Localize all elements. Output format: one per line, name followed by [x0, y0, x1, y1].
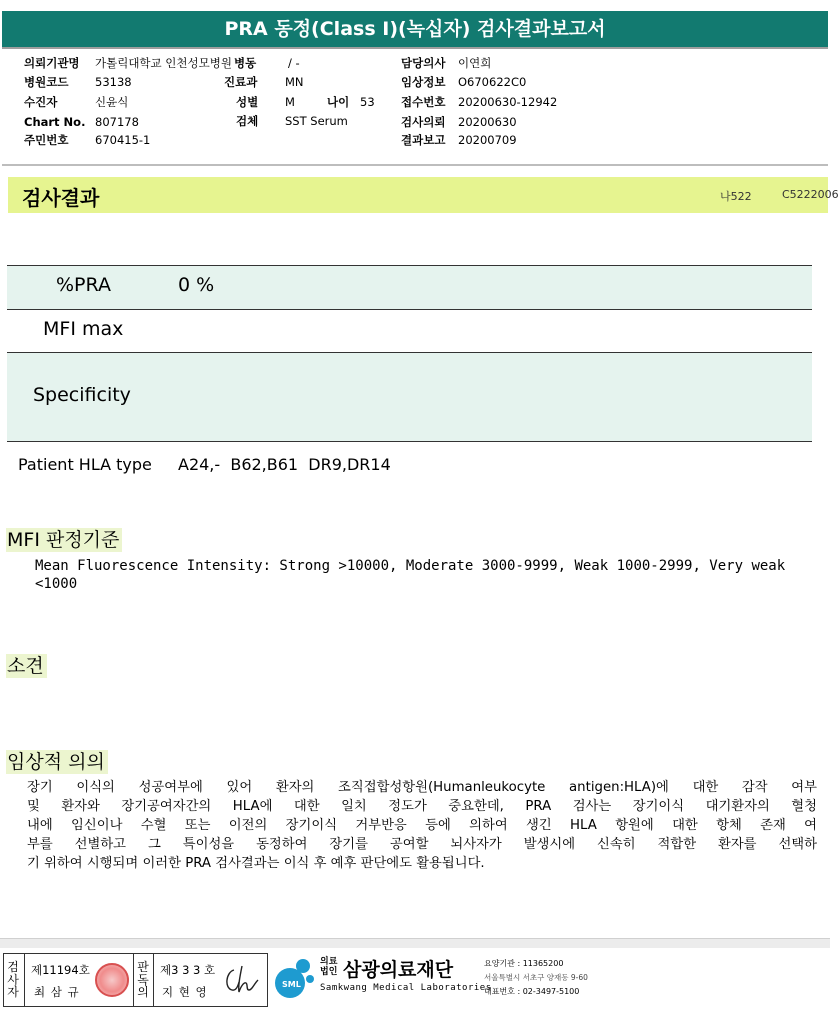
confirmer-license-no: 제3 3 3 호: [160, 963, 216, 977]
table-line: [7, 352, 812, 353]
code-value: 53138: [95, 75, 132, 89]
pra-label: %PRA: [56, 274, 111, 296]
institution-label: 의뢰기관명: [24, 56, 80, 70]
specimen-label: 검체: [236, 114, 259, 128]
title-divider: [2, 47, 828, 49]
significance-line-1: 장기 이식의 성공여부에 있어 환자의 조직접합성항원(Humanleukocyte antigen:HLA)에 대한 감작 여부: [27, 780, 817, 795]
chart-label: Chart No.: [24, 115, 86, 129]
mfi-criteria-line-2: <1000: [35, 576, 78, 592]
pra-value: 0 %: [178, 274, 215, 296]
specimen-value: SST Serum: [285, 114, 348, 128]
dept-label: 진료과: [224, 75, 258, 89]
table-line: [7, 309, 812, 310]
info-id-number: [24, 133, 224, 148]
results-title: 검사결과: [22, 186, 100, 210]
ward-value: / -: [288, 56, 300, 70]
result-label: 결과보고: [401, 133, 446, 147]
signature-icon: [222, 962, 262, 998]
pra-row-bg: [7, 266, 812, 309]
specificity-label: Specificity: [33, 384, 131, 406]
inspector-vertical-label: 검사자: [7, 960, 19, 999]
clinical-significance-title: 임상적 의의: [6, 750, 108, 774]
results-code-2: C5222006: [782, 188, 839, 201]
results-section-header: [8, 177, 839, 213]
table-line: [7, 441, 812, 442]
org-english-name: Samkwang Medical Laboratories: [320, 983, 492, 993]
info-examinee: [24, 95, 224, 110]
results-code-1: 나522: [720, 190, 752, 203]
age-value: 53: [360, 95, 375, 109]
info-receipt: [401, 95, 581, 110]
inspector-name: 최 삼 규: [34, 985, 80, 999]
info-chart-no: [24, 115, 224, 130]
result-value: 20200709: [458, 133, 517, 147]
institution-value: 가톨릭대학교 인천성모병원: [95, 56, 232, 70]
id-label: 주민번호: [24, 133, 69, 147]
examinee-value: 신윤식: [95, 95, 129, 109]
doctor-value: 이연희: [458, 56, 492, 70]
code-label: 병원코드: [24, 75, 69, 89]
org-name: 삼광의료재단: [343, 959, 454, 981]
report-title: PRA 동정(Class I)(녹십자) 검사결과보고서: [2, 11, 828, 47]
inspector-license-no: 제11194호: [31, 963, 90, 977]
info-ward: [234, 56, 374, 71]
mfi-criteria-title: MFI 판정기준: [6, 528, 122, 552]
inspector-seal-icon: [95, 963, 129, 997]
dept-value: MN: [285, 75, 304, 89]
sml-logo-icon: [272, 955, 318, 1001]
hla-type-label: Patient HLA type: [18, 455, 152, 474]
clinical-value: O670622C0: [458, 75, 527, 89]
info-result-report: [401, 133, 581, 148]
mfi-criteria-line-1: Mean Fluorescence Intensity: Strong >10000, Moderate 3000-9999, Weak 1000-2999, Very weak: [35, 558, 786, 574]
significance-line-3: 내에 임신이나 수혈 또는 이전의 장기이식 거부반응 등에 의하여 생긴 HLA 항원에 대한 항체 존재 여: [27, 818, 817, 833]
mfi-max-label: MFI max: [43, 318, 124, 340]
ward-label: 병동: [234, 56, 257, 70]
org-code: 요양기관 : 11365200: [484, 959, 564, 968]
confirmer-name: 지 현 영: [162, 985, 208, 999]
doctor-label: 담당의사: [401, 56, 446, 70]
info-department: [224, 75, 374, 90]
clinical-label: 임상정보: [401, 75, 446, 89]
request-value: 20200630: [458, 115, 517, 129]
info-age: [327, 95, 387, 110]
receipt-value: 20200630-12942: [458, 95, 558, 109]
significance-line-2: 및 환자와 장기공여자간의 HLA에 대한 일치 정도가 중요한데, PRA 검사는 장기이식 대기환자의 혈청: [27, 799, 817, 814]
sex-value: M: [285, 95, 295, 109]
id-value: 670415-1: [95, 133, 151, 147]
info-clinical: [401, 75, 581, 90]
info-doctor: [401, 56, 581, 71]
age-label: 나이: [327, 95, 350, 109]
info-sex: [236, 95, 306, 110]
table-line: [7, 265, 812, 266]
significance-line-5: 기 위하여 시행되며 이러한 PRA 검사결과는 이식 후 예후 판단에도 활용됩니다.: [27, 856, 485, 871]
request-label: 검사의뢰: [401, 115, 446, 129]
org-tag: 의료법인: [320, 957, 338, 977]
info-hospital-code: [24, 75, 224, 90]
info-institution: [24, 56, 244, 71]
confirmer-vertical-label: 판독의: [137, 960, 149, 999]
chart-value: 807178: [95, 115, 139, 129]
org-phone: 대표번호 : 02-3497-5100: [484, 987, 580, 996]
info-specimen: [236, 114, 376, 129]
header-divider: [2, 164, 828, 166]
signature-box: [3, 953, 268, 1007]
sex-label: 성별: [236, 95, 259, 109]
examinee-label: 수진자: [24, 95, 58, 109]
info-request: [401, 115, 581, 130]
opinion-title: 소견: [6, 654, 47, 678]
hla-type-value: A24,- B62,B61 DR9,DR14: [178, 455, 391, 474]
svg-text:SML: SML: [282, 980, 301, 989]
footer-divider: [0, 938, 830, 948]
receipt-label: 접수번호: [401, 95, 446, 109]
significance-line-4: 부를 선별하고 그 특이성을 동정하여 장기를 공여할 뇌사자가 발생시에 신속히 적합한 환자를 선택하: [27, 837, 817, 852]
org-address: 서울특별시 서초구 양재동 9-60: [484, 973, 588, 982]
